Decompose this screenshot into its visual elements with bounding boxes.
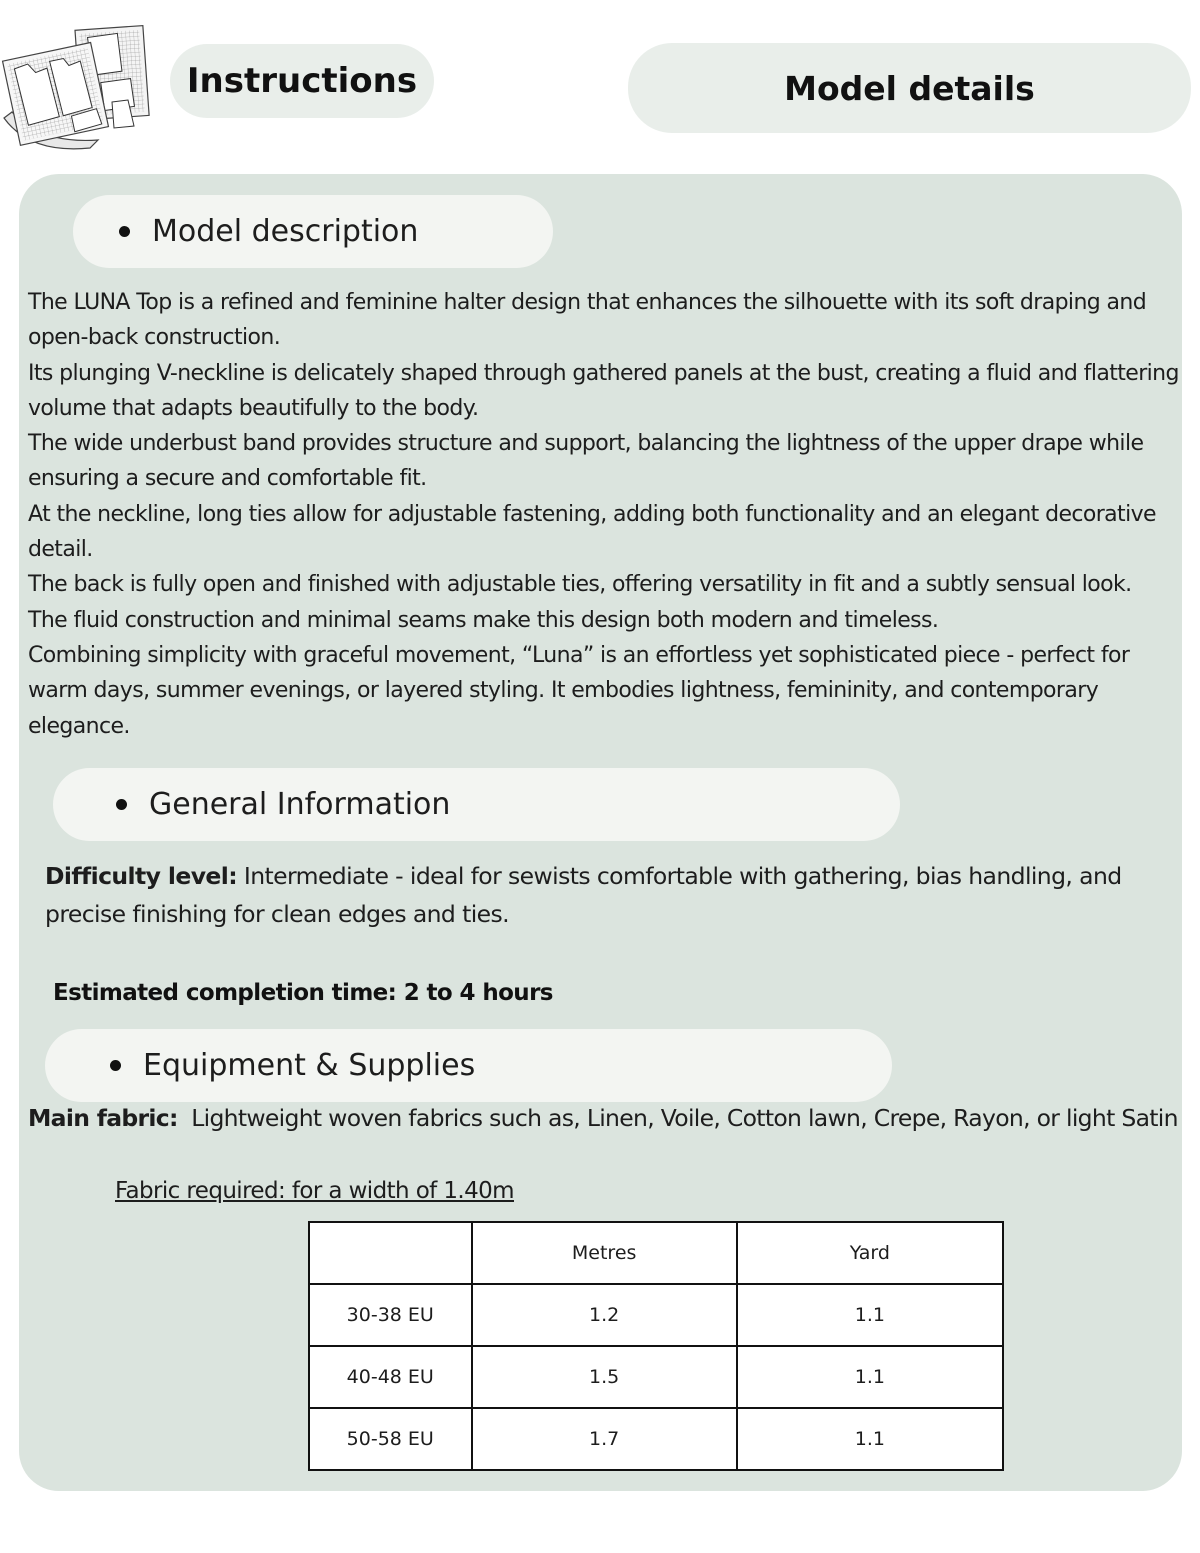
- table-row: [309, 1284, 1003, 1346]
- equipment-supplies-label: Equipment & Supplies: [143, 1048, 476, 1083]
- metres-cell: 1.2: [472, 1284, 737, 1346]
- description-paragraph: The back is fully open and finished with adjustable ties, offering versatility in fit and a subtly sensual look.: [28, 572, 1132, 598]
- fabric-table: [308, 1221, 1004, 1471]
- estimated-time: Estimated completion time: 2 to 4 hours: [53, 980, 553, 1006]
- table-header-cell: Yard: [737, 1222, 1003, 1284]
- bullet-icon: [116, 799, 127, 810]
- table-header-cell: Metres: [472, 1222, 737, 1284]
- metres-cell: 1.7: [472, 1408, 737, 1470]
- description-paragraph: The fluid construction and minimal seams make this design both modern and timeless.: [28, 607, 939, 633]
- difficulty-level: [45, 857, 1145, 933]
- model-details-label: Model details: [784, 68, 1035, 108]
- table-row: [309, 1346, 1003, 1408]
- description-paragraph: At the neckline, long ties allow for adjustable fastening, adding both functionality and an elegant decorative detail.: [28, 501, 1156, 563]
- description-paragraph: Its plunging V-neckline is delicately shaped through gathered panels at the bust, creating a fluid and flattering volume that adapts beautifully to the body.: [28, 360, 1179, 421]
- main-fabric: [28, 1104, 1193, 1132]
- model-details-header: [628, 43, 1191, 133]
- description-paragraph: The LUNA Top is a refined and feminine halter design that enhances the silhouette with its soft draping and open-back construction.: [28, 290, 1147, 351]
- general-information-heading: [53, 768, 900, 841]
- difficulty-label: Difficulty level:: [45, 862, 238, 890]
- model-description-text: [28, 285, 1193, 744]
- sewing-pattern-icon: [0, 22, 152, 152]
- model-description-heading: [73, 195, 553, 268]
- size-cell: 50-58 EU: [309, 1408, 472, 1470]
- main-fabric-label: Main fabric:: [28, 1104, 178, 1132]
- size-cell: 40-48 EU: [309, 1346, 472, 1408]
- instructions-header: [170, 44, 434, 118]
- yard-cell: 1.1: [737, 1346, 1003, 1408]
- instructions-label: Instructions: [186, 61, 418, 101]
- model-description-label: Model description: [152, 214, 419, 249]
- size-cell: 30-38 EU: [309, 1284, 472, 1346]
- bullet-icon: [110, 1060, 121, 1071]
- yard-cell: 1.1: [737, 1408, 1003, 1470]
- metres-cell: 1.5: [472, 1346, 737, 1408]
- main-fabric-text: Lightweight woven fabrics such as, Linen, Voile, Cotton lawn, Crepe, Rayon, or light Satin: [177, 1104, 1178, 1132]
- equipment-supplies-heading: [45, 1029, 892, 1102]
- description-paragraph: The wide underbust band provides structure and support, balancing the lightness of the upper drape while ensuring a secure and comfortable fit.: [28, 431, 1144, 492]
- table-row: [309, 1408, 1003, 1470]
- fabric-required-label: Fabric required: for a width of 1.40m: [115, 1178, 514, 1204]
- description-paragraph: Combining simplicity with graceful movement, “Luna” is an effortless yet sophisticated piece - perfect for warm days, summer evenings, or layered styling. It embodies lightness, femininity, and contemporary elegance.: [28, 642, 1130, 739]
- difficulty-text: Intermediate - ideal for sewists comfortable with gathering, bias handling, and precise finishing for clean edges and ties.: [45, 862, 1122, 928]
- general-information-label: General Information: [149, 787, 451, 822]
- table-header-cell: [309, 1222, 472, 1284]
- yard-cell: 1.1: [737, 1284, 1003, 1346]
- table-header-row: [309, 1222, 1003, 1284]
- bullet-icon: [119, 226, 130, 237]
